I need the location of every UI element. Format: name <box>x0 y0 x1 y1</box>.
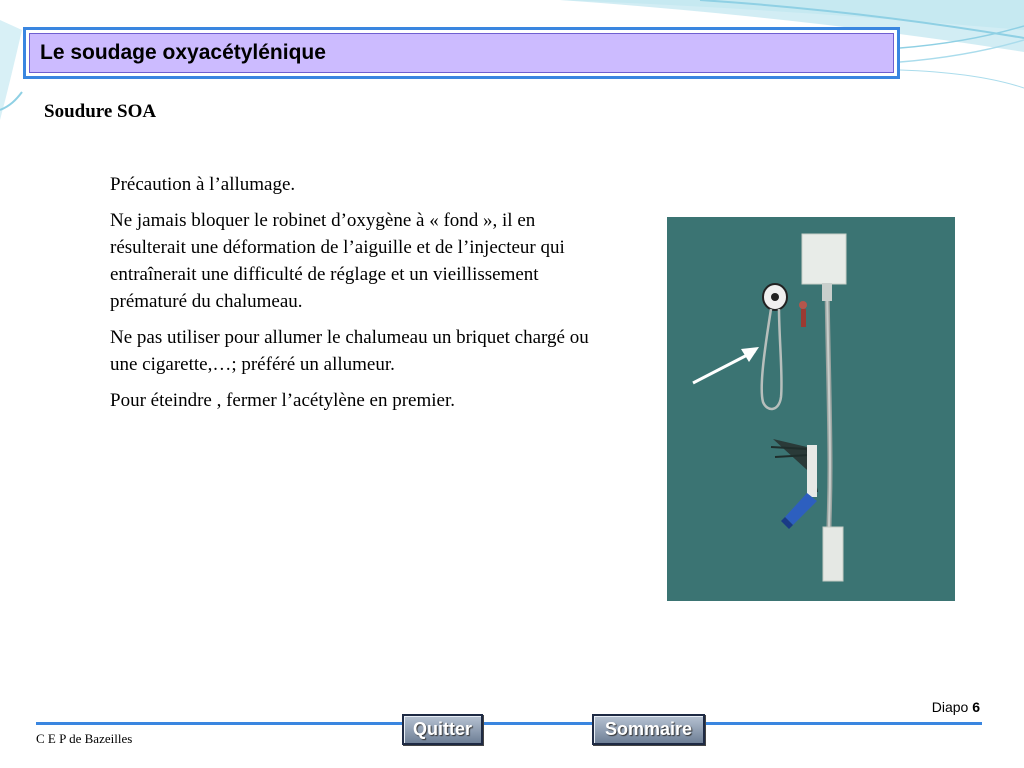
body-paragraph: Précaution à l’allumage. <box>110 174 296 195</box>
summary-button[interactable]: Sommaire <box>592 714 705 745</box>
body-paragraph: Ne pas utiliser pour allumer le chalumeau un briquet chargé ou une cigarette,…; préféré un allumeur. <box>110 327 589 375</box>
slide-body <box>110 171 610 423</box>
title-banner <box>29 33 894 73</box>
slide-label: Diapo <box>931 699 969 715</box>
torch-tools-photo <box>667 217 955 601</box>
footer-divider <box>36 722 982 725</box>
quit-button[interactable]: Quitter <box>402 714 483 745</box>
body-paragraph: Ne jamais bloquer le robinet d’oxygène à « fond », il en résulterait une déformation de l’aiguille et de l’injecteur qui entraînerait une difficulté de réglage et un vieillissement prématuré du chalumeau. <box>110 210 565 312</box>
footer-organization: C E P de Bazeilles <box>36 731 133 746</box>
slide-number: 6 <box>972 699 980 715</box>
slide-title: Le soudage oxyacétylénique <box>40 41 326 64</box>
slide-subtitle: Soudure SOA <box>44 101 157 122</box>
body-paragraph: Pour éteindre , fermer l’acétylène en premier. <box>110 390 455 411</box>
title-frame <box>23 27 900 79</box>
slide-counter <box>932 699 980 715</box>
